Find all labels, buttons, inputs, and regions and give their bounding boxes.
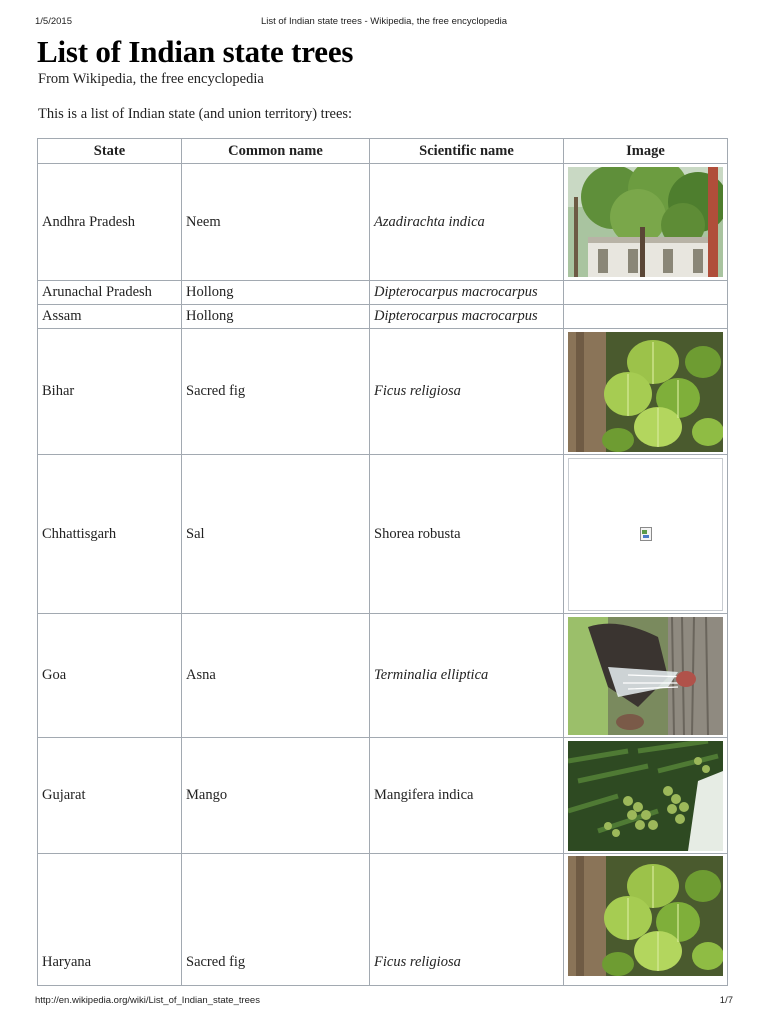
image-cell[interactable] <box>564 455 728 614</box>
common-name-cell[interactable] <box>182 164 370 281</box>
state-link[interactable]: Haryana <box>42 954 92 970</box>
scientific-name-cell[interactable] <box>370 854 564 986</box>
table-row <box>38 455 728 614</box>
table-row <box>38 329 728 455</box>
scientific-name-cell[interactable] <box>370 281 564 305</box>
scientific-name-link[interactable]: Dipterocarpus macrocarpus <box>374 308 538 324</box>
state-cell[interactable] <box>38 164 182 281</box>
state-link[interactable]: Arunachal Pradesh <box>42 284 152 300</box>
common-name-cell[interactable] <box>182 305 370 329</box>
broken-image-placeholder[interactable] <box>568 458 723 611</box>
common-name-link[interactable]: Asna <box>186 667 216 683</box>
print-url: http://en.wikipedia.org/wiki/List_of_Indian_state_trees <box>35 995 260 1006</box>
state-trees-table <box>37 138 728 986</box>
state-link[interactable]: Goa <box>42 667 67 683</box>
common-name-link[interactable]: Sacred fig <box>186 954 246 970</box>
scientific-name-link[interactable]: Terminalia elliptica <box>374 667 489 683</box>
common-name-link[interactable]: Neem <box>186 213 221 230</box>
state-link[interactable]: Bihar <box>42 383 75 399</box>
table-row <box>38 164 728 281</box>
asna-bark-water-photo[interactable] <box>568 617 723 735</box>
image-cell[interactable] <box>564 329 728 455</box>
table-row <box>38 281 728 305</box>
table-row <box>38 854 728 986</box>
scientific-name-link[interactable]: Ficus religiosa <box>374 383 461 399</box>
sacred-fig-leaves-photo[interactable] <box>568 856 723 976</box>
state-link[interactable]: Assam <box>42 308 82 324</box>
column-header-state: State <box>38 139 182 164</box>
common-name-cell[interactable] <box>182 329 370 455</box>
mango-fruits-photo[interactable] <box>568 741 723 851</box>
scientific-name-link[interactable]: Shorea robusta <box>374 525 461 542</box>
column-header-scientific-name: Scientific name <box>370 139 564 164</box>
scientific-name-link[interactable]: Dipterocarpus macrocarpus <box>374 284 538 300</box>
state-cell[interactable] <box>38 614 182 738</box>
image-cell <box>564 281 728 305</box>
scientific-name-cell[interactable] <box>370 329 564 455</box>
article-intro: This is a list of Indian state (and union territory) trees: <box>38 106 353 122</box>
neem-tree-photo[interactable] <box>568 167 723 277</box>
common-name-link[interactable]: Hollong <box>186 308 234 324</box>
state-cell[interactable] <box>38 738 182 854</box>
broken-image-icon <box>640 527 652 541</box>
scientific-name-cell[interactable] <box>370 305 564 329</box>
scientific-name-cell[interactable] <box>370 738 564 854</box>
common-name-cell[interactable] <box>182 738 370 854</box>
state-cell[interactable] <box>38 854 182 986</box>
print-page-title: List of Indian state trees - Wikipedia, the free encyclopedia <box>260 16 508 27</box>
table-row <box>38 614 728 738</box>
scientific-name-cell[interactable] <box>370 614 564 738</box>
scientific-name-cell[interactable] <box>370 164 564 281</box>
scientific-name-cell[interactable] <box>370 455 564 614</box>
state-link[interactable]: Chhattisgarh <box>42 525 117 542</box>
image-cell[interactable] <box>564 164 728 281</box>
sacred-fig-leaves-photo[interactable] <box>568 332 723 452</box>
common-name-link[interactable]: Sal <box>186 525 205 542</box>
print-footer <box>0 995 768 1009</box>
state-link[interactable]: Andhra Pradesh <box>42 213 136 230</box>
image-cell <box>564 305 728 329</box>
scientific-name-link[interactable]: Azadirachta indica <box>374 213 485 230</box>
common-name-link[interactable]: Sacred fig <box>186 383 246 399</box>
print-date: 1/5/2015 <box>35 16 72 27</box>
common-name-link[interactable]: Mango <box>186 787 228 803</box>
article-title: List of Indian state trees <box>37 34 354 69</box>
image-cell[interactable] <box>564 738 728 854</box>
image-cell[interactable] <box>564 614 728 738</box>
column-header-common-name: Common name <box>182 139 370 164</box>
common-name-cell[interactable] <box>182 854 370 986</box>
common-name-cell[interactable] <box>182 281 370 305</box>
state-cell[interactable] <box>38 281 182 305</box>
table-row <box>38 738 728 854</box>
column-header-image: Image <box>564 139 728 164</box>
image-cell[interactable] <box>564 854 728 986</box>
table-header-row <box>38 139 728 164</box>
table-row <box>38 305 728 329</box>
scientific-name-link[interactable]: Ficus religiosa <box>374 954 461 970</box>
article-subtitle: From Wikipedia, the free encyclopedia <box>38 71 264 87</box>
print-header <box>0 16 768 30</box>
common-name-cell[interactable] <box>182 455 370 614</box>
state-cell[interactable] <box>38 455 182 614</box>
scientific-name-link[interactable]: Mangifera indica <box>374 787 474 803</box>
state-cell[interactable] <box>38 329 182 455</box>
print-page-number: 1/7 <box>719 995 733 1006</box>
common-name-link[interactable]: Hollong <box>186 284 234 300</box>
common-name-cell[interactable] <box>182 614 370 738</box>
state-cell[interactable] <box>38 305 182 329</box>
state-link[interactable]: Gujarat <box>42 787 86 803</box>
